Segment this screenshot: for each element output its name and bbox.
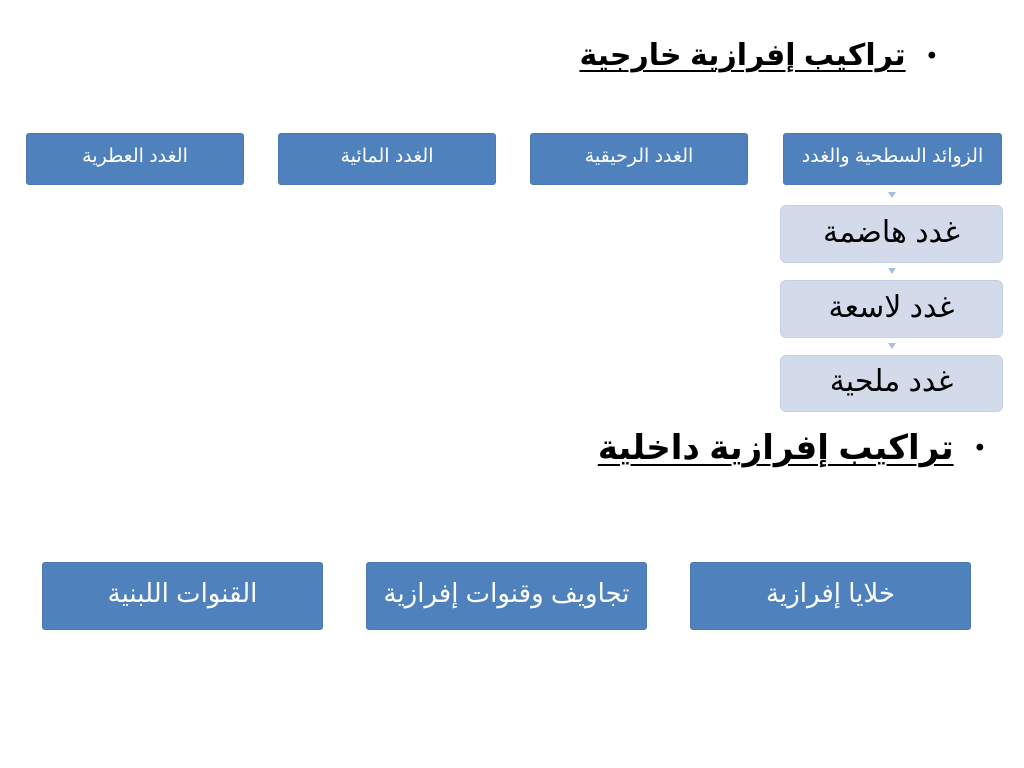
bullet-icon: • [975, 434, 984, 461]
box-secretory-cavities-ducts: تجاويف وقنوات إفرازية [366, 562, 647, 630]
box-water-glands: الغدد المائية [278, 133, 496, 185]
box-aromatic-glands: الغدد العطرية [26, 133, 244, 185]
box-digestive-glands: غدد هاضمة [780, 205, 1003, 263]
heading-external-structures [579, 38, 936, 73]
box-salt-glands: غدد ملحية [780, 355, 1003, 412]
connector-arrow-icon [888, 343, 896, 349]
bullet-icon: • [927, 41, 936, 69]
box-nectar-glands: الغدد الرحيقية [530, 133, 748, 185]
box-surface-appendages: الزوائد السطحية والغدد [783, 133, 1002, 185]
connector-arrow-icon [888, 268, 896, 274]
box-laticiferous-ducts: القنوات اللبنية [42, 562, 323, 630]
box-stinging-glands: غدد لاسعة [780, 280, 1003, 338]
heading-external-text: تراكيب إفرازية خارجية [579, 39, 906, 72]
heading-internal-structures [598, 428, 984, 468]
heading-internal-text: تراكيب إفرازية داخلية [597, 429, 954, 467]
connector-arrow-icon [888, 192, 896, 198]
box-secretory-cells: خلايا إفرازية [690, 562, 971, 630]
